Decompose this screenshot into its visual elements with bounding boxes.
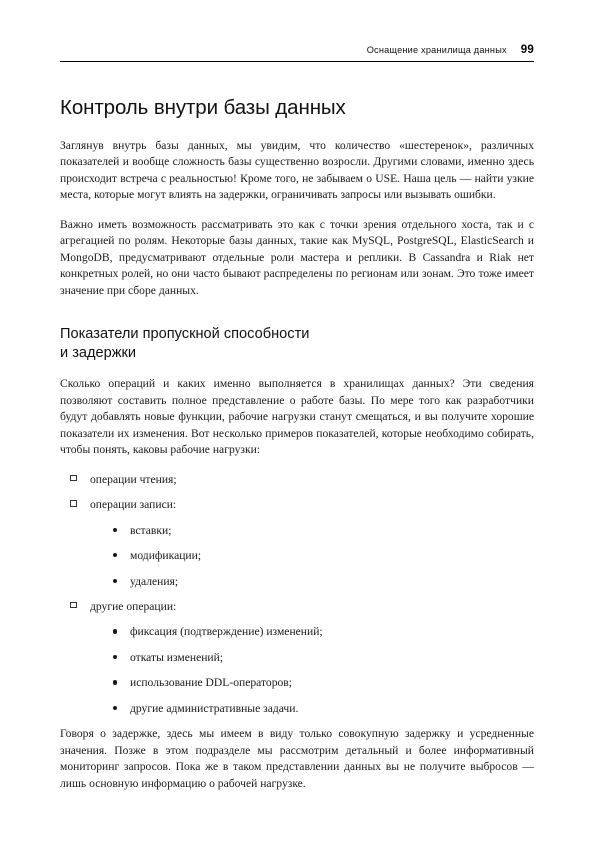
paragraph-intro-1: Заглянув внутрь базы данных, мы увидим, что количество «шестеренок», различных показателей и вообще сложность базы существенно возросли. Другими словами, именно здесь происходит встреча с реальностью! Кроме того, не забываем о USE. Наша цель — найти узкие места, которые могут влиять на задержки, ограничивать запросы или вызывать ошибки. — [60, 139, 534, 202]
square-bullet-icon — [70, 500, 77, 507]
list-item — [112, 574, 534, 590]
list-item-label: использование DDL-операторов; — [130, 676, 292, 690]
list-item — [70, 497, 534, 590]
list-item-label: вставки; — [130, 523, 172, 537]
dot-bullet-icon — [113, 655, 117, 659]
header-rule — [60, 61, 534, 62]
list-item-label: удаления; — [130, 574, 179, 588]
paragraph-section-intro: Сколько операций и каких именно выполняется в хранилищах данных? Эти сведения позволяют составить полное представление о работе базы. По мере того как разработчики будут добавлять новые функции, рабочие нагрузки станут смещаться, и вы получите хорошие показатели их изменения. Вот несколько примеров показателей, которые необходимо собирать, чтобы понять, каковы рабочие нагрузки: — [60, 377, 534, 457]
running-header — [60, 44, 534, 61]
metrics-list — [60, 472, 534, 718]
list-item — [70, 599, 534, 717]
page-content — [60, 44, 534, 805]
section-heading — [60, 325, 534, 362]
paragraph-closing: Говоря о задержке, здесь мы имеем в виду только совокупную задержку и усредненные значения. Позже в этом подразделе мы рассмотрим детальный и более информативный мониторинг запросов. Пока же в таком представлении данных вы не получите выбросов — лишь основную информацию о рабочей нагрузке. — [60, 727, 534, 790]
list-item — [112, 548, 534, 564]
list-item-label: другие административные задачи. — [130, 701, 299, 715]
sublist-write-operations — [90, 523, 534, 590]
running-header-title: Оснащение хранилища данных — [366, 45, 507, 55]
list-item-label: другие операции: — [90, 599, 177, 613]
list-item — [70, 472, 534, 488]
dot-bullet-icon — [113, 629, 117, 633]
dot-bullet-icon — [113, 579, 117, 583]
list-item-label: откаты изменений; — [130, 650, 224, 664]
list-item-label: модификации; — [130, 549, 202, 563]
list-item — [112, 701, 534, 717]
square-bullet-icon — [70, 602, 77, 609]
list-item-label: операции чтения; — [90, 472, 177, 486]
list-item — [112, 523, 534, 539]
list-item — [112, 675, 534, 691]
paragraph-intro-2: Важно иметь возможность рассматривать это как с точки зрения отдельного хоста, так и с агрегацией по ролям. Некоторые базы данных, такие как MySQL, PostgreSQL, ElasticSearch и MongoDB, предусматривают отдельные роли мастера и реплики. В Cassandra и Riak нет конкретных ролей, но они часто бывают распределены по регионам или зонам. Это тоже имеет значение при сборе данных. — [60, 217, 534, 297]
sublist-other-operations — [90, 624, 534, 717]
list-item — [112, 624, 534, 640]
section-heading-line-1: Показатели пропускной способности — [60, 326, 310, 343]
dot-bullet-icon — [113, 680, 117, 684]
dot-bullet-icon — [113, 553, 117, 557]
list-item-label: операции записи: — [90, 498, 177, 512]
page-number: 99 — [520, 44, 534, 56]
page-title: Контроль внутри базы данных — [60, 96, 346, 119]
dot-bullet-icon — [113, 706, 117, 710]
list-item-label: фиксация (подтверждение) изменений; — [130, 625, 323, 639]
section-heading-line-2: и задержки — [60, 344, 137, 361]
list-item — [112, 650, 534, 666]
dot-bullet-icon — [113, 528, 117, 532]
square-bullet-icon — [70, 475, 77, 482]
